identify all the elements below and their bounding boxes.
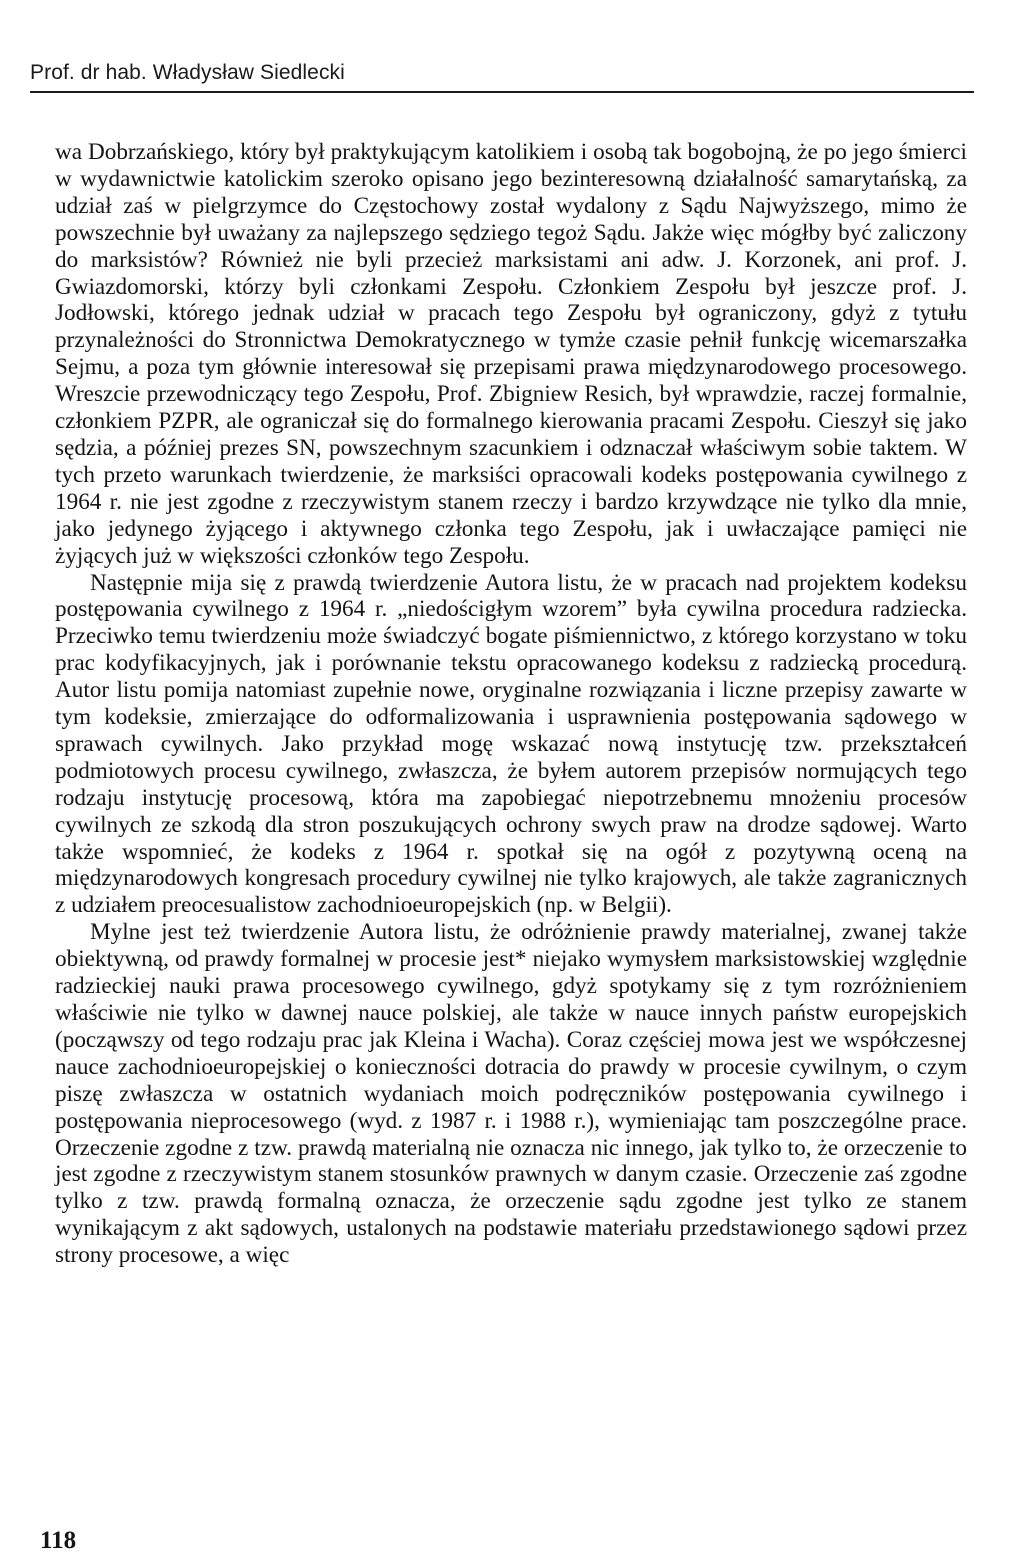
paragraph: Następnie mija się z prawdą twierdzenie Autora listu, że w pracach nad projektem kodeksu postępowania cywilnego z 1964 r. „niedościgłym wzorem” była cywilna procedura radziecka. Przeciwko temu twierdzeniu może świadczyć bogate piśmiennictwo, z którego korzystano w toku prac kodyfikacyjnych, jak i porównanie tekstu opracowanego kodeksu z radziecką procedurą. Autor listu pomija natomiast zupełnie nowe, oryginalne rozwiązania i liczne przepisy zawarte w tym kodeksie, zmierzające do odformalizowania i usprawnienia postępowania sądowego w sprawach cywilnych. Jako przykład mogę wskazać nową instytucję tzw. przekształceń podmiotowych procesu cywilnego, zwłaszcza, że byłem autorem przepisów normujących tego rodzaju instytucję procesową, która ma zapobiegać niepotrzebnemu mnożeniu procesów cywilnych ze szkodą dla stron poszukujących ochrony swych praw na drodze sądowej. Warto także wspomnieć, że kodeks z 1964 r. spotkał się na ogół z pozytywną oceną na międzynarodowych kongresach procedury cywilnej nie tylko krajowych, ale także zagranicznych z udziałem preocesualistow zachodnioeuropejskich (np. w Belgii). (55, 569, 967, 919)
body-text (55, 139, 967, 1269)
paragraph-continued: wa Dobrzańskiego, który był praktykującym katolikiem i osobą tak bogobojną, że po jego śmierci w wydawnictwie katolickim szeroko opisano jego bezinteresowną działalność samarytańską, za udział zaś w pielgrzymce do Częstochowy został wydalony z Sądu Najwyższego, mimo że powszechnie był uważany za najlepszego sędziego tegoż Sądu. Jakże więc mógłby być zaliczony do marksistów? Również nie byli przecież marksistami ani adw. J. Korzonek, ani prof. J. Gwiazdomorski, którzy byli członkami Zespołu. Członkiem Zespołu był jeszcze prof. J. Jodłowski, którego jednak udział w pracach tego Zespołu był ograniczony, gdyż z tytułu przynależności do Stronnictwa Demokratycznego w tymże czasie pełnił funkcję wicemarszałka Sejmu, a poza tym głównie interesował się przepisami prawa międzynarodowego procesowego. Wreszcie przewodniczący tego Zespołu, Prof. Zbigniew Resich, był wprawdzie, raczej formalnie, członkiem PZPR, ale ograniczał się do formalnego kierowania pracami Zespołu. Cieszył się jako sędzia, a później prezes SN, powszechnym szacunkiem i odznaczał właściwym sobie taktem. W tych przeto warunkach twierdzenie, że marksiści opracowali kodeks postępowania cywilnego z 1964 r. nie jest zgodne z rzeczywistym stanem rzeczy i bardzo krzywdzące nie tylko dla mnie, jako jedynego żyjącego i aktywnego członka tego Zespołu, jak i uwłaczające pamięci nie żyjących już w większości członków tego Zespołu. (55, 139, 967, 569)
page-number: 118 (40, 1527, 77, 1554)
running-head-author: Prof. dr hab. Władysław Siedlecki (30, 61, 345, 84)
paragraph: Mylne jest też twierdzenie Autora listu, że odróżnienie prawdy materialnej, zwanej także obiektywną, od prawdy formalnej w procesie jest* niejako wymysłem marksistowskiej względnie radzieckiej nauki prawa procesowego cywilnego, gdyż spotykamy się z tym rozróżnieniem właściwie nie tylko w dawnej nauce polskiej, ale także w nauce innych państw europejskich (począwszy od tego rodzaju prac jak Kleina i Wacha). Coraz częściej mowa jest we współczesnej nauce zachodnioeuropejskiej o konieczności dotracia do prawdy w procesie cywilnym, o czym piszę zwłaszcza w ostatnich wydaniach moich podręczników postępowania cywilnego i postępowania nieprocesowego (wyd. z 1987 r. i 1988 r.), wymieniając tam poszczególne prace. Orzeczenie zgodne z tzw. prawdą materialną nie oznacza nic innego, jak tylko to, że orzeczenie to jest zgodne z rzeczywistym stanem stosunków prawnych w danym czasie. Orzeczenie zaś zgodne tylko z tzw. prawdą formalną oznacza, że orzeczenie sądu zgodne jest tylko ze stanem wynikającym z akt sądowych, ustalonych na podstawie materiału przedstawionego sądowi przez strony procesowe, a więc (55, 919, 967, 1269)
header-rule (30, 91, 974, 93)
